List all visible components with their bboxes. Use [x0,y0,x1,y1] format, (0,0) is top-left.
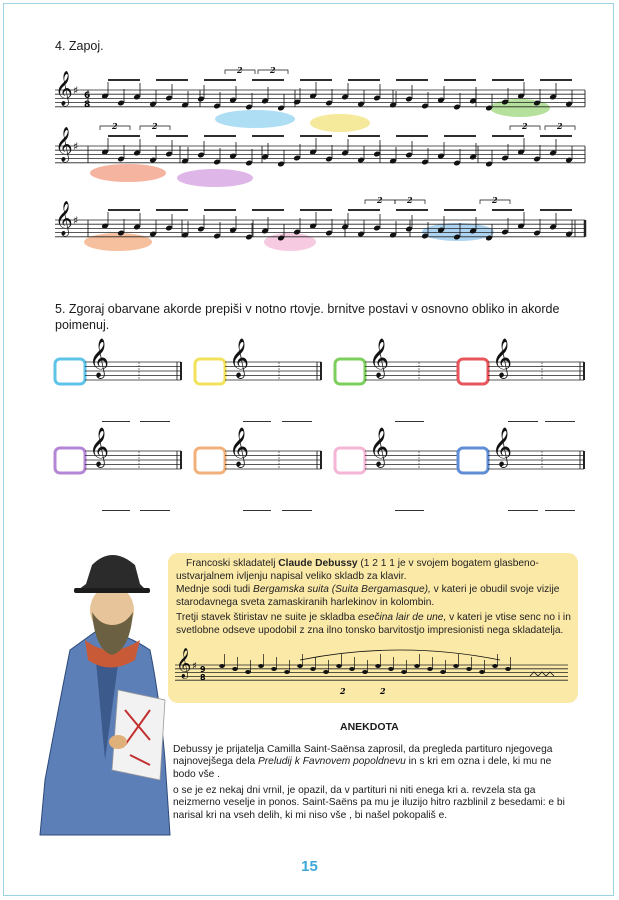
treble-clef-icon: 𝄞 [55,71,73,107]
note-head [466,667,472,671]
tuplet-number: 2 [380,686,386,696]
tuplet-number: 2 [340,686,346,696]
sharp-icon: ♯ [73,84,79,97]
note-head [375,664,381,668]
treble-clef-icon: 𝄞 [229,338,250,379]
tuplet-number: 2 [407,195,413,205]
treble-clef-icon: 𝄞 [492,427,513,468]
treble-clef-icon: 𝄞 [369,338,390,379]
note-head [232,667,238,671]
note-head [492,664,498,668]
note-head [362,670,368,674]
excerpt-staff [175,648,568,696]
tuplet-number: 2 [492,195,498,205]
treble-clef-icon: 𝄞 [89,338,110,379]
note-head [310,667,316,671]
tuplet-number: 2 [112,121,118,131]
treble-clef-icon: 𝄞 [492,338,513,379]
treble-clef-icon: 𝄞 [55,127,73,163]
treble-clef-icon: 𝄞 [55,201,73,237]
task-4-label: 4. Zapoj. [55,39,104,53]
treble-clef-icon: 𝄞 [89,427,110,468]
note-head [271,667,277,671]
anekdota-paragraph-1: Debussy je prijatelja Camilla Saint-Saënsa zaprosil, da pregleda partituro njegovega najnovejšega dela Preludij k Favnovem popoldnevu in s kri em ozna i dele, ki mu ne bodo vše . [173,744,553,780]
anekdota-title: ANEKDOTA [340,721,399,733]
time-signature-top: 6 [84,91,91,101]
sharp-icon: ♯ [73,214,79,227]
note-head [336,664,342,668]
sharp-icon: ♯ [73,140,79,153]
tuplet-number: 2 [152,121,158,131]
tuplet-number: 2 [557,121,563,131]
note-head [414,664,420,668]
note-head [427,667,433,671]
time-signature-bottom: 8 [84,100,91,110]
note-head [245,670,251,674]
tuplet-number: 2 [377,195,383,205]
info-paragraph-2: Mednje sodi tudi Bergamska suita (Suita Bergamasque), v kateri je obudil svoje vizije starodavnega sveta zamaskiranih harlekinov in kolombin. [176,584,560,608]
note-head [258,664,264,668]
note-head [401,670,407,674]
anekdota-paragraph-2: o se je ez nekaj dni vrnil, je opazil, da v partituri ni niti enega kri a. revzela sta ga neizmerno veselje in ponos. Saint-Saëns pa mu je iluzijo hitro razblinil z besedami: e bi narisal kri na vseh delih, ki mi niso vše , bi našel pokopališ e. [173,785,565,821]
sharp-icon: ♯ [192,661,197,672]
note-head [479,670,485,674]
slur [300,650,500,660]
note-head [297,664,303,668]
treble-clef-icon: 𝄞 [229,427,250,468]
time-signature-top: 9 [200,665,206,674]
info-paragraph-1: Francoski skladatelj Claude Debussy (1 2 1 1 je v svojem bogatem glasbeno-ustvarjalnem ivljenju napisal veliko skladb za klavir. [176,558,539,582]
tuplet-number: 2 [237,65,243,75]
note-head [453,664,459,668]
note-head [219,664,225,668]
note-head [505,667,511,671]
note-head [349,667,355,671]
note-head [388,667,394,671]
tuplet-number: 2 [522,121,528,131]
task-5-label: 5. Zgoraj obarvane akorde prepiši v notno rtovje. brnitve postavi v osnovno obliko in akorde poimenuj. [55,302,560,332]
page-number: 15 [301,858,318,875]
note-head [440,670,446,674]
treble-clef-icon: 𝄞 [369,427,390,468]
note-head [323,670,329,674]
info-paragraph-3: Tretji stavek štiristav ne suite je skladba esečina lair de une, v kateri je vtise senc no i in svetlobne odseve upodobil z zna ilno tonsko barvitostjo impresionisti nega skladatelja. [176,612,571,636]
note-head [284,670,290,674]
tuplet-number: 2 [270,65,276,75]
time-signature-bottom: 8 [200,673,206,682]
treble-clef-icon: 𝄞 [176,648,192,679]
